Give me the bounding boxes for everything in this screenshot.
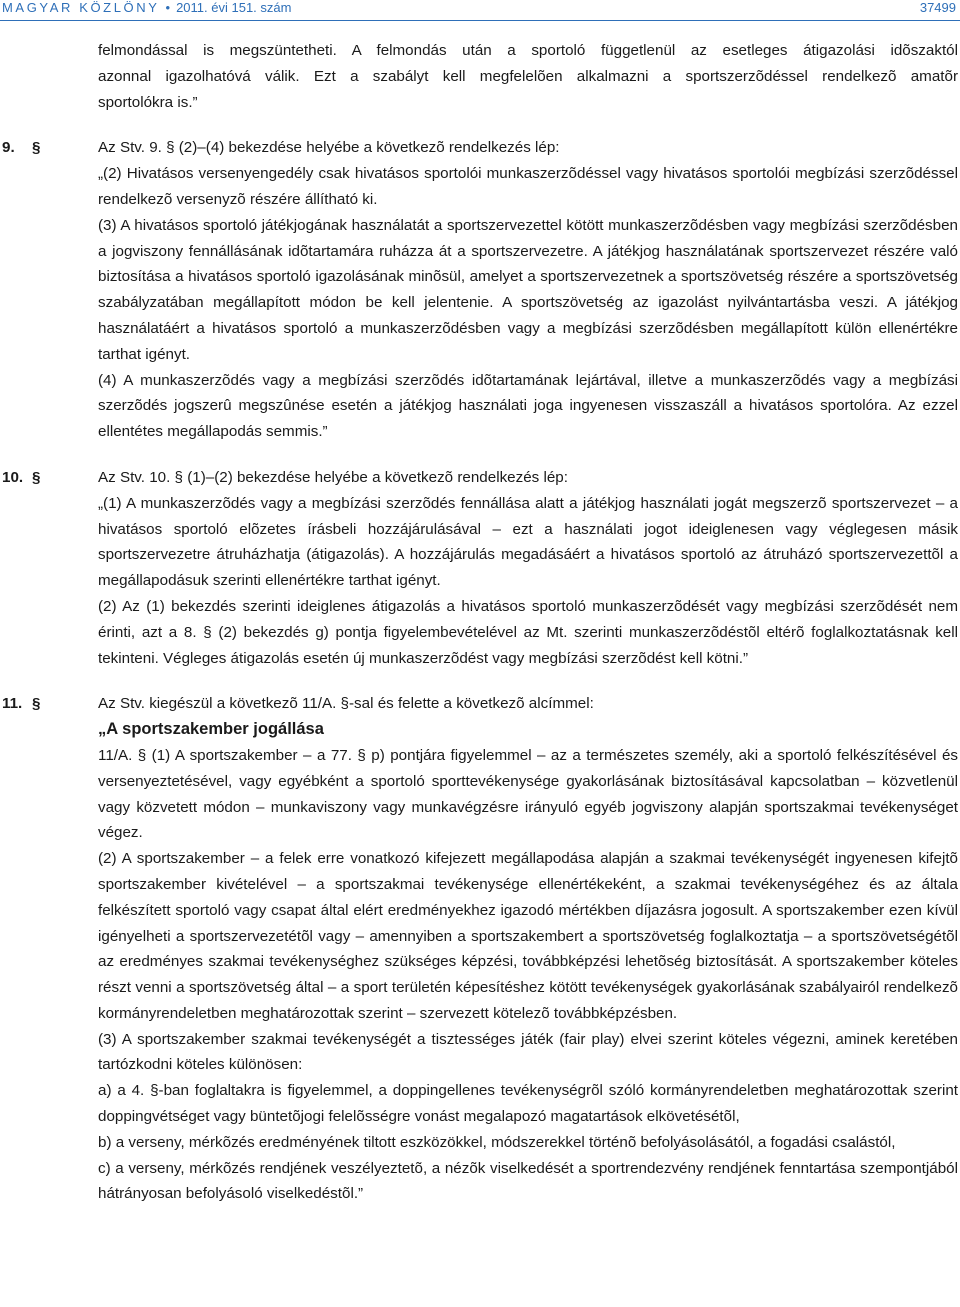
section-number: 10. § xyxy=(2,468,41,486)
section-paragraph: (2) A sportszakember – a felek erre vonatkozó kifejezett megállapodása alapján a szakmai tevékenységét ingyenesen kifejtõ sportszakember kivételével – a sportszakmai tevékenysége ellenértékeként, a szakmai tevékenységéhez és az általa felkészített sportoló vagy csapat által elért eredményekhez igazodó mértékben díjazásra jogosult. A sportszakember ezen kívül igényelheti a sportszervezetétõl vagy – amennyiben a sportszakembert a sportszövetség foglalkoztatja – a sportszövetségétõl az eredményes szakmai tevékenységhez szükséges képzési, továbbképzési lehetõség biztosítását. A sportszakember köteles részt venni a sportszövetség által – a sport területén képesítéshez kötött tevékenységek gyakorlásának szabályairól rendelkezõ kormányrendeletben meghatározottak szerint – szervezett kötelezõ továbbképzésben. xyxy=(98,850,958,1022)
journal-title: MAGYAR KÖZLÖNY xyxy=(2,0,160,15)
header-separator: • xyxy=(165,0,171,15)
intro-line: sportolókra is.” xyxy=(98,93,198,111)
document-body xyxy=(2,38,958,1207)
header-rule xyxy=(0,20,960,21)
section-paragraph: „(1) A munkaszerzõdés vagy a megbízási szerzõdés fennállása alatt a játékjog használati jogát megszerzõ sportszervezet – a hivatásos sportoló elõzetes írásbeli hozzájárulásával – ezt a használati jogot ideiglenesen vagy véglegesen másik sportszervezetre átruházhatja (átigazolás). A hozzájárulás megadásáért a hivatásos sportoló az átruházó sportszervezettõl a megállapodásuk szerinti ellenértékre tarthat igényt. xyxy=(98,494,958,590)
intro-line: azonnal igazolhatóvá válik. Ezt a szabályt kell megfelelõen alkalmazni a sportszerzõdéssel rendelkezõ amatõr xyxy=(98,67,958,85)
list-item: a) a 4. §-ban foglaltakra is figyelemmel, a doppingellenes tevékenységrõl szóló kormányrendeletben meghatározottak szerint doppingvétséget vagy büntetõjogi felelõsségre vonást megalapozó magatartások elkövetésétõl, xyxy=(98,1082,958,1126)
section-paragraph: „(2) Hivatásos versenyengedély csak hivatásos sportolói munkaszerzõdéssel vagy hivatásos sportolói megbízási szerzõdéssel rendelkezõ versenyzõ részére állítható ki. xyxy=(98,165,958,208)
section-heading: Az Stv. kiegészül a következõ 11/A. §-sal és felette a következõ alcímmel: xyxy=(98,695,594,713)
issue-label: 2011. évi 151. szám xyxy=(176,0,292,15)
page-header xyxy=(0,0,960,22)
section-10 xyxy=(2,465,958,671)
intro-line: felmondással is megszüntetheti. A felmondás után a sportoló függetlenül az esetleges átigazolási idõszaktól xyxy=(98,42,958,59)
section-11 xyxy=(2,691,958,1207)
running-header xyxy=(2,0,291,15)
list-item: c) a verseny, mérkõzés rendjének veszélyeztetõ, a nézõk viselkedését a sportrendezvény rendjének fenntartása szempontjából hátrányosan befolyásoló viselkedéstõl.” xyxy=(98,1159,958,1203)
subsection-title: „A sportszakember jogállása xyxy=(98,720,324,739)
section-paragraph: (3) A sportszakember szakmai tevékenységét a tisztességes játék (fair play) elvei szerint köteles végezni, aminek keretében tartózkodni köteles különösen: xyxy=(98,1030,958,1074)
section-heading: Az Stv. 10. § (1)–(2) bekezdése helyébe a következõ rendelkezés lép: xyxy=(98,468,568,486)
section-number: 11. § xyxy=(2,695,41,713)
section-heading: Az Stv. 9. § (2)–(4) bekezdése helyébe a következõ rendelkezés lép: xyxy=(98,139,560,157)
section-paragraph: (2) Az (1) bekezdés szerinti ideiglenes átigazolás a hivatásos sportoló munkaszerzõdését vagy megbízási szerzõdését nem érinti, azt a 8. § (2) bekezdés g) pontja figyelembevételével az Mt. szerinti munkaszerzõdéstõl eltérõ foglalkoztatásnak kell tekinteni. Végleges átigazolás esetén új munkaszerzõdést vagy megbízási szerzõdést kell kötni.” xyxy=(98,597,958,667)
list-item: b) a verseny, mérkõzés eredményének tiltott eszközökkel, módszerekkel történõ befolyásolásától, a fogadási csalástól, xyxy=(98,1133,896,1151)
section-paragraph: 11/A. § (1) A sportszakember – a 77. § p) pontjára figyelemmel – az a természetes személy, aki a sportoló felkészítésével és versenyeztetésével, vagy egyébként a sportoló sporttevékenysége gyakorlásának biztosításával kapcsolatban – közvetlenül vagy közvetett módon – munkaviszony vagy munkavégzésre irányuló egyéb jogviszony alapján sportszakmai tevékenységet végez. xyxy=(98,746,958,842)
intro-paragraph xyxy=(98,38,958,115)
section-paragraph: (4) A munkaszerzõdés vagy a megbízási szerzõdés idõtartamának lejártával, illetve a munkaszerzõdés vagy a megbízási szerzõdés jogszerû megszûnése esetén a játékjog használati joga ingyenesen visszaszáll a hivatásos sportolóra. Az ezzel ellentétes megállapodás semmis.” xyxy=(98,371,958,441)
page-number: 37499 xyxy=(919,0,956,15)
section-paragraph: (3) A hivatásos sportoló játékjogának használatát a sportszervezettel kötött munkaszerzõdésben vagy megbízási szerzõdésben a jogviszony fennállásának idõtartamára ruházza át a sportszervezetre. A játékjog használatának sportszervezet részére való biztosítása a hivatásos sportoló igazolásának minõsül, amelyet a sportszervezetnek a sportszövetség részére a sportszövetség szabályzatában megállapított módon be kell jelentenie. A sportszövetség az igazolást nyilvántartásba veszi. A játékjog használatáért a hivatásos sportoló a munkaszerzõdésben vagy a megbízási szerzõdésben megállapított külön ellenértékre tarthat igényt. xyxy=(98,216,958,363)
section-number: 9. § xyxy=(2,139,41,157)
section-9 xyxy=(2,135,958,445)
